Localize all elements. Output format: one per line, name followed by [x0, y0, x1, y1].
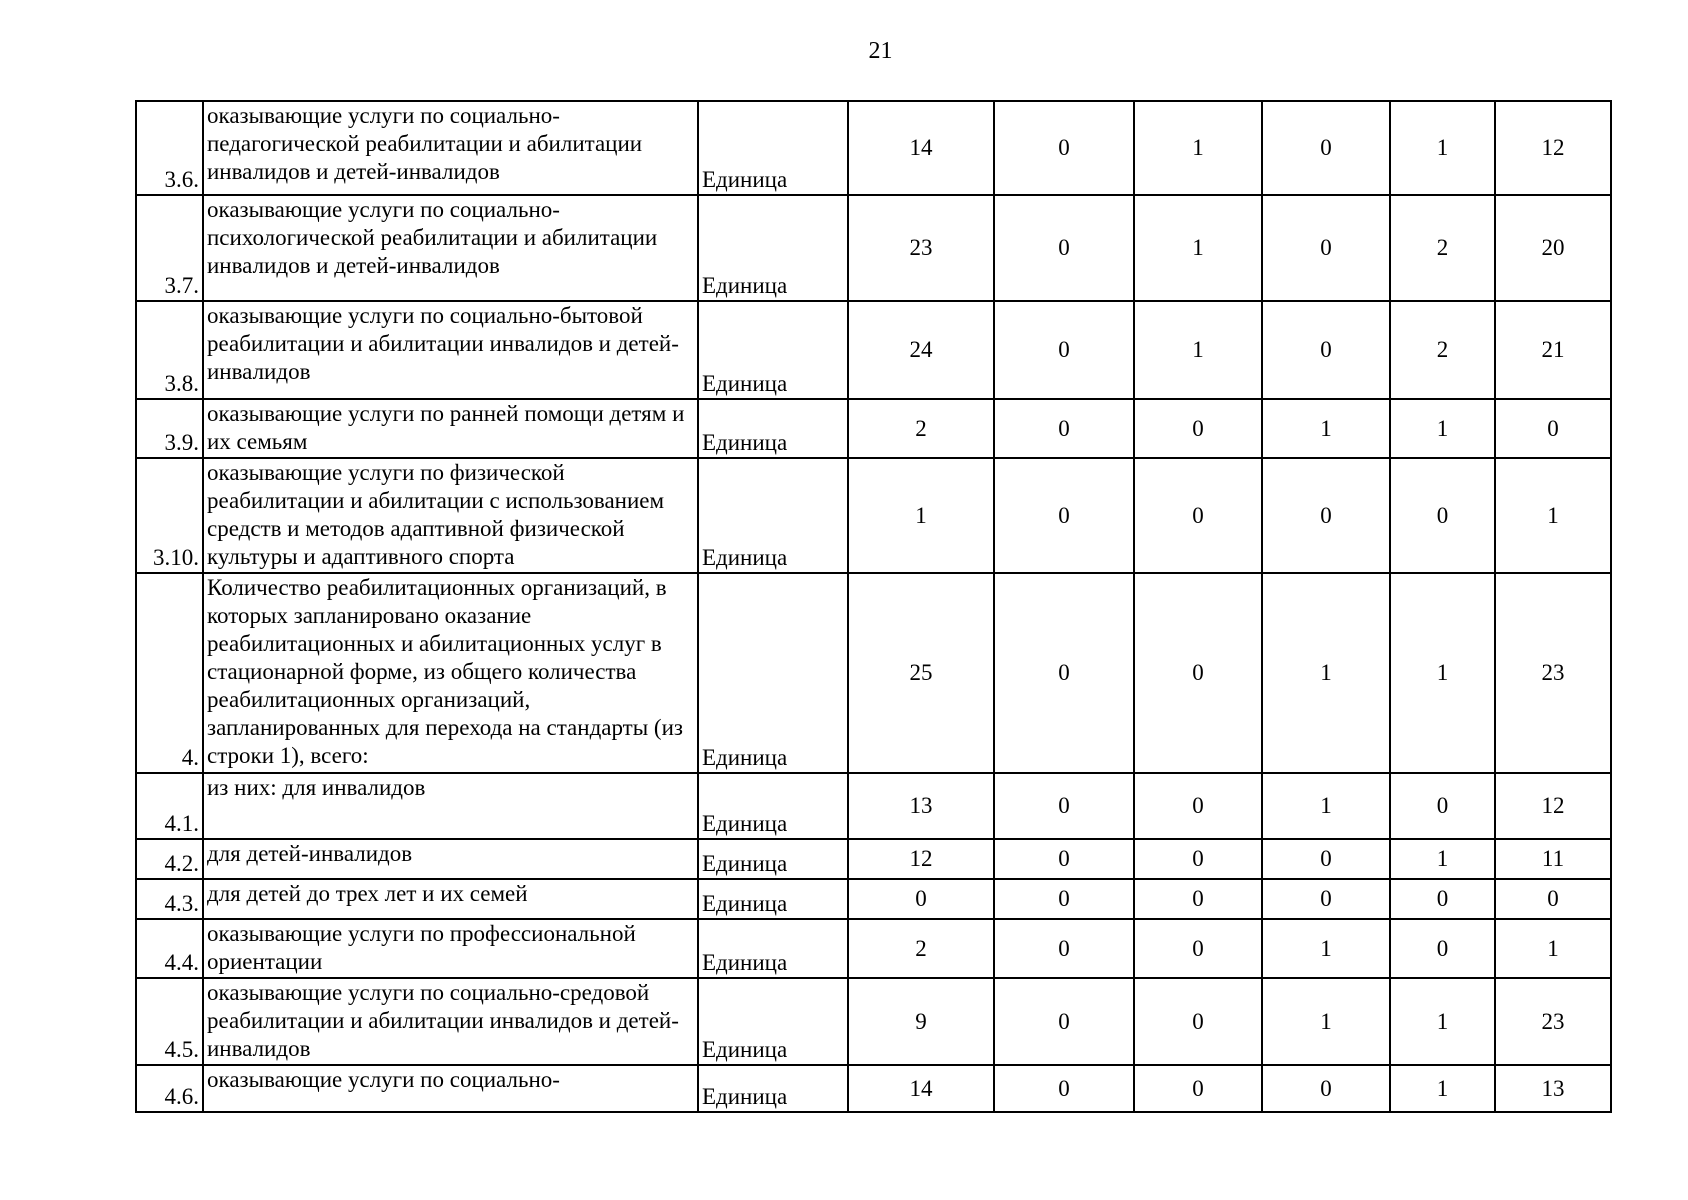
row-value: 0 — [1262, 1065, 1390, 1112]
row-unit: Единица — [698, 773, 848, 839]
table-row — [136, 195, 1611, 301]
row-description: оказывающие услуги по профессиональной ориентации — [203, 919, 698, 978]
row-number: 4.2. — [136, 839, 203, 879]
row-unit: Единица — [698, 978, 848, 1065]
table-row — [136, 573, 1611, 773]
row-unit: Единица — [698, 458, 848, 573]
row-value: 2 — [1390, 195, 1495, 301]
row-value: 0 — [1262, 301, 1390, 399]
row-value: 1 — [1134, 101, 1262, 195]
row-value: 0 — [994, 919, 1134, 978]
row-value: 2 — [1390, 301, 1495, 399]
row-number: 3.9. — [136, 399, 203, 458]
row-value: 0 — [1134, 839, 1262, 879]
row-value: 1 — [1390, 839, 1495, 879]
row-value: 1 — [848, 458, 994, 573]
row-value: 0 — [994, 879, 1134, 919]
row-description: оказывающие услуги по социально-педагогической реабилитации и абилитации инвалидов и детей-инвалидов — [203, 101, 698, 195]
row-value: 0 — [1134, 773, 1262, 839]
row-value: 1 — [1390, 978, 1495, 1065]
row-description: оказывающие услуги по социально- — [203, 1065, 698, 1112]
row-value: 0 — [1262, 458, 1390, 573]
row-value: 1 — [1262, 773, 1390, 839]
row-value: 0 — [994, 573, 1134, 773]
row-number: 4.5. — [136, 978, 203, 1065]
row-value: 1 — [1495, 458, 1611, 573]
row-number: 3.8. — [136, 301, 203, 399]
row-value: 0 — [848, 879, 994, 919]
row-value: 0 — [994, 978, 1134, 1065]
row-unit: Единица — [698, 301, 848, 399]
row-unit: Единица — [698, 399, 848, 458]
row-value: 0 — [1134, 919, 1262, 978]
table-row — [136, 399, 1611, 458]
row-description: оказывающие услуги по социально-средовой реабилитации и абилитации инвалидов и детей-инвалидов — [203, 978, 698, 1065]
page-number: 21 — [868, 38, 893, 64]
table-row — [136, 773, 1611, 839]
row-value: 0 — [1495, 399, 1611, 458]
row-unit: Единица — [698, 573, 848, 773]
row-description: оказывающие услуги по физической реабилитации и абилитации с использованием средств и методов адаптивной физической культуры и адаптивного спорта — [203, 458, 698, 573]
row-value: 12 — [1495, 773, 1611, 839]
table-row — [136, 301, 1611, 399]
row-value: 0 — [994, 195, 1134, 301]
row-value: 1 — [1262, 399, 1390, 458]
row-number: 4. — [136, 573, 203, 773]
row-value: 0 — [1262, 879, 1390, 919]
row-value: 0 — [1495, 879, 1611, 919]
row-value: 1 — [1390, 1065, 1495, 1112]
row-value: 0 — [994, 458, 1134, 573]
row-unit: Единица — [698, 919, 848, 978]
row-value: 1 — [1134, 195, 1262, 301]
row-value: 0 — [1134, 399, 1262, 458]
row-value: 20 — [1495, 195, 1611, 301]
row-value: 23 — [848, 195, 994, 301]
row-value: 2 — [848, 919, 994, 978]
row-value: 0 — [994, 399, 1134, 458]
row-description: для детей до трех лет и их семей — [203, 879, 698, 919]
table-row — [136, 101, 1611, 195]
row-value: 9 — [848, 978, 994, 1065]
row-value: 0 — [1134, 573, 1262, 773]
row-value: 0 — [1390, 773, 1495, 839]
row-description: оказывающие услуги по социально-бытовой реабилитации и абилитации инвалидов и детей-инвалидов — [203, 301, 698, 399]
row-value: 0 — [1134, 458, 1262, 573]
row-value: 13 — [848, 773, 994, 839]
row-value: 0 — [1134, 978, 1262, 1065]
row-value: 11 — [1495, 839, 1611, 879]
row-number: 4.3. — [136, 879, 203, 919]
row-value: 1 — [1262, 573, 1390, 773]
row-value: 0 — [1390, 879, 1495, 919]
row-value: 0 — [994, 1065, 1134, 1112]
row-number: 4.4. — [136, 919, 203, 978]
row-value: 12 — [848, 839, 994, 879]
row-unit: Единица — [698, 1065, 848, 1112]
row-value: 1 — [1390, 399, 1495, 458]
row-number: 4.6. — [136, 1065, 203, 1112]
row-value: 23 — [1495, 978, 1611, 1065]
row-value: 0 — [994, 839, 1134, 879]
row-value: 0 — [1390, 919, 1495, 978]
row-value: 0 — [994, 101, 1134, 195]
row-number: 3.10. — [136, 458, 203, 573]
data-table — [135, 100, 1612, 1113]
row-value: 0 — [1390, 458, 1495, 573]
row-value: 0 — [1262, 195, 1390, 301]
table-row — [136, 1065, 1611, 1112]
row-number: 3.6. — [136, 101, 203, 195]
row-description: Количество реабилитационных организаций, в которых запланировано оказание реабилитационных и абилитационных услуг в стационарной форме, из общего количества реабилитационных организаций, запланированных для перехода на стандарты (из строки 1), всего: — [203, 573, 698, 773]
table-row — [136, 879, 1611, 919]
row-unit: Единица — [698, 879, 848, 919]
row-value: 14 — [848, 101, 994, 195]
row-description: оказывающие услуги по социально-психологической реабилитации и абилитации инвалидов и детей-инвалидов — [203, 195, 698, 301]
row-description: для детей-инвалидов — [203, 839, 698, 879]
table-row — [136, 458, 1611, 573]
row-value: 21 — [1495, 301, 1611, 399]
row-value: 12 — [1495, 101, 1611, 195]
row-unit: Единица — [698, 195, 848, 301]
row-value: 1 — [1390, 573, 1495, 773]
row-value: 1 — [1262, 978, 1390, 1065]
row-value: 0 — [1134, 1065, 1262, 1112]
row-value: 0 — [994, 301, 1134, 399]
row-value: 2 — [848, 399, 994, 458]
row-value: 0 — [1262, 101, 1390, 195]
row-value: 1 — [1134, 301, 1262, 399]
row-value: 24 — [848, 301, 994, 399]
table-row — [136, 919, 1611, 978]
row-value: 1 — [1495, 919, 1611, 978]
row-number: 4.1. — [136, 773, 203, 839]
row-value: 14 — [848, 1065, 994, 1112]
row-description: из них: для инвалидов — [203, 773, 698, 839]
row-value: 1 — [1262, 919, 1390, 978]
row-description: оказывающие услуги по ранней помощи детям и их семьям — [203, 399, 698, 458]
row-value: 0 — [994, 773, 1134, 839]
table-row — [136, 978, 1611, 1065]
row-value: 23 — [1495, 573, 1611, 773]
row-value: 0 — [1262, 839, 1390, 879]
row-value: 0 — [1134, 879, 1262, 919]
row-value: 25 — [848, 573, 994, 773]
row-number: 3.7. — [136, 195, 203, 301]
table-row — [136, 839, 1611, 879]
row-unit: Единица — [698, 101, 848, 195]
row-unit: Единица — [698, 839, 848, 879]
row-value: 13 — [1495, 1065, 1611, 1112]
row-value: 1 — [1390, 101, 1495, 195]
